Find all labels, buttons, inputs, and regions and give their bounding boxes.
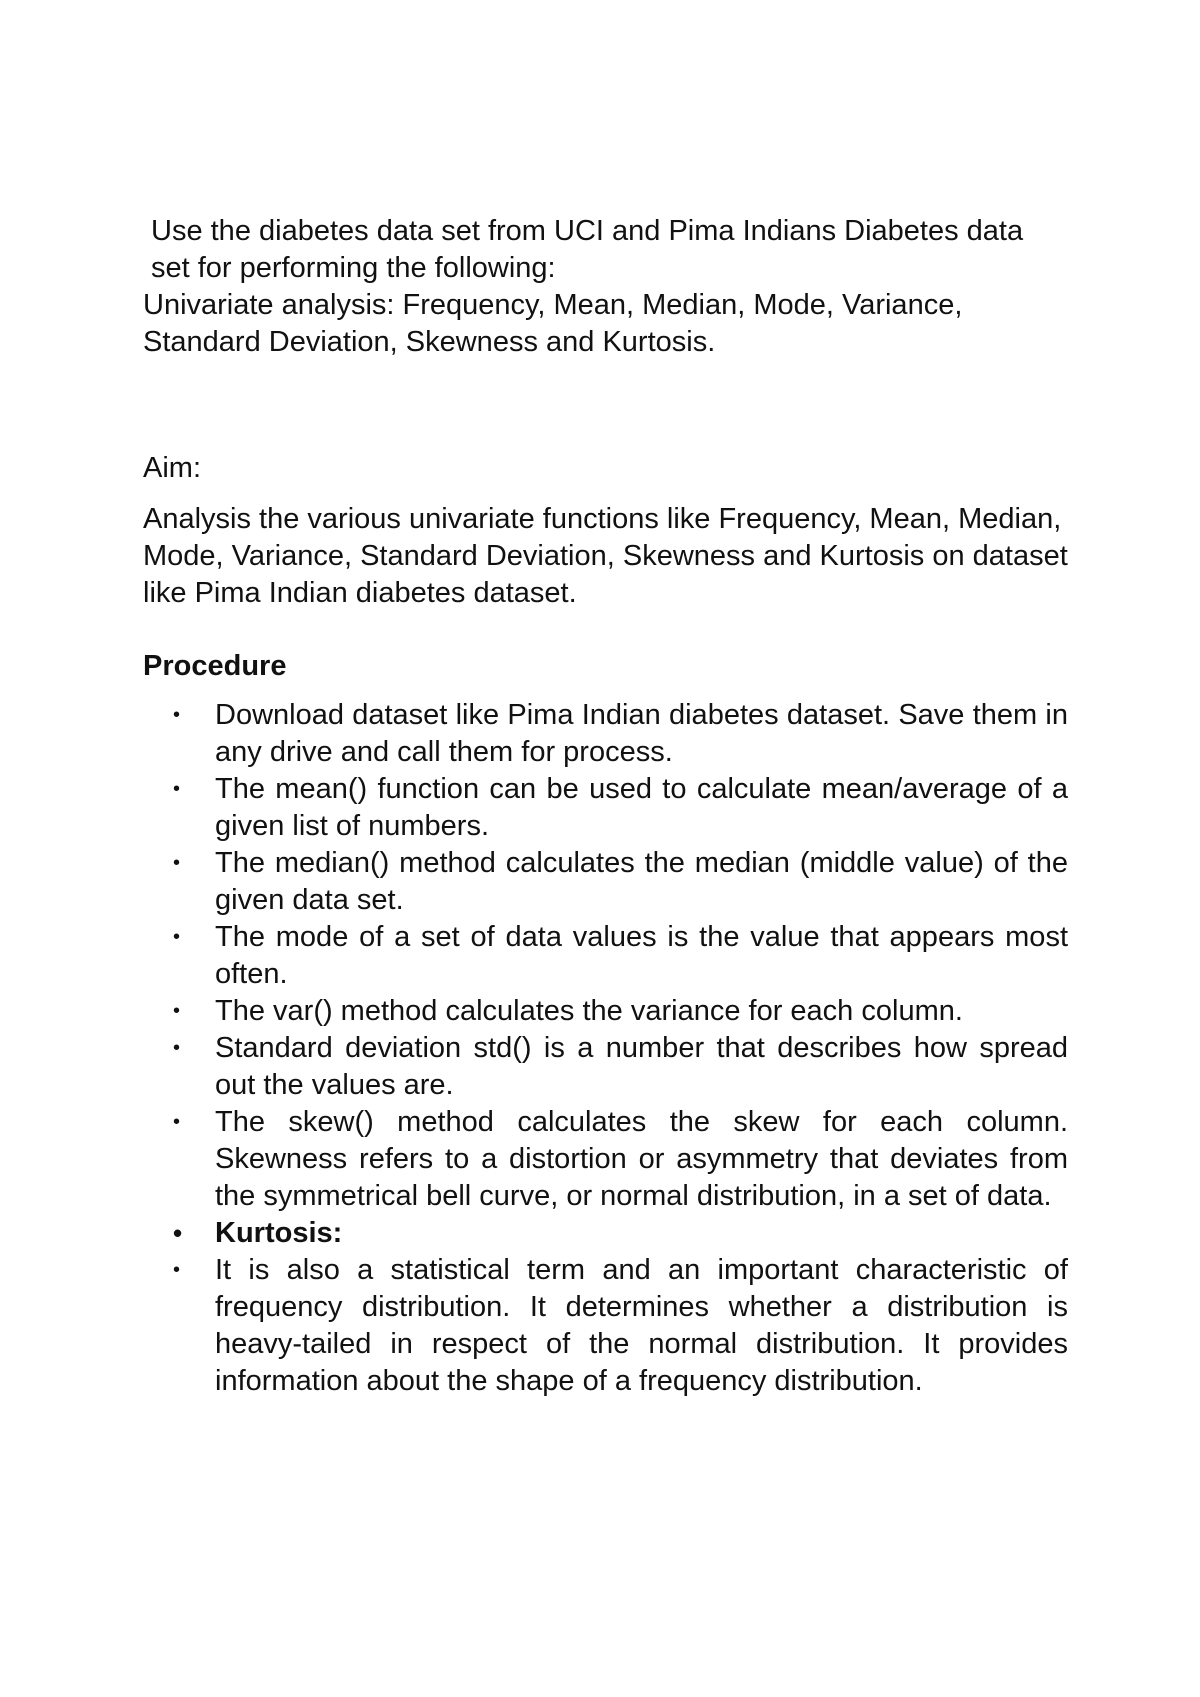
procedure-step-mean: • The mean() function can be used to calculate mean/average of a given list of numbers. xyxy=(215,771,1068,845)
aim-text: Analysis the various univariate functions like Frequency, Mean, Median, Mode, Variance, Standard Deviation, Skewness and Kurtosis on dataset like Pima Indian diabetes dataset. xyxy=(143,503,1068,609)
procedure-step-kurtosis-text: • It is also a statistical term and an important characteristic of frequency distribution. It determines whether a distribution is heavy-tailed in respect of the normal distribution. It provides information about the shape of a frequency distribution. xyxy=(215,1252,1068,1400)
procedure-step-skew: • The skew() method calculates the skew for each column. Skewness refers to a distortion or asymmetry that deviates from the symmetrical bell curve, or normal distribution, in a set of data. xyxy=(215,1104,1068,1215)
procedure-heading: Procedure xyxy=(143,650,287,682)
document-page xyxy=(143,213,1068,1400)
procedure-step-median: • The median() method calculates the median (middle value) of the given data set. xyxy=(215,845,1068,919)
procedure-step-kurtosis-heading: • Kurtosis: xyxy=(215,1215,1068,1252)
procedure-step-mode: • The mode of a set of data values is the value that appears most often. xyxy=(215,919,1068,993)
aim-heading: Aim: xyxy=(143,452,201,484)
procedure-step-std: • Standard deviation std() is a number that describes how spread out the values are. xyxy=(215,1030,1068,1104)
procedure-steps xyxy=(143,697,1068,1400)
intro-analysis-list: Univariate analysis: Frequency, Mean, Median, Mode, Variance, Standard Deviation, Skewness and Kurtosis. xyxy=(143,289,963,358)
procedure-step-variance: • The var() method calculates the variance for each column. xyxy=(215,993,1068,1030)
procedure-step-download: • Download dataset like Pima Indian diabetes dataset. Save them in any drive and call them for process. xyxy=(215,697,1068,771)
intro-section xyxy=(143,213,1068,361)
intro-task: Use the diabetes data set from UCI and Pima Indians Diabetes data set for performing the following: xyxy=(151,215,1024,284)
